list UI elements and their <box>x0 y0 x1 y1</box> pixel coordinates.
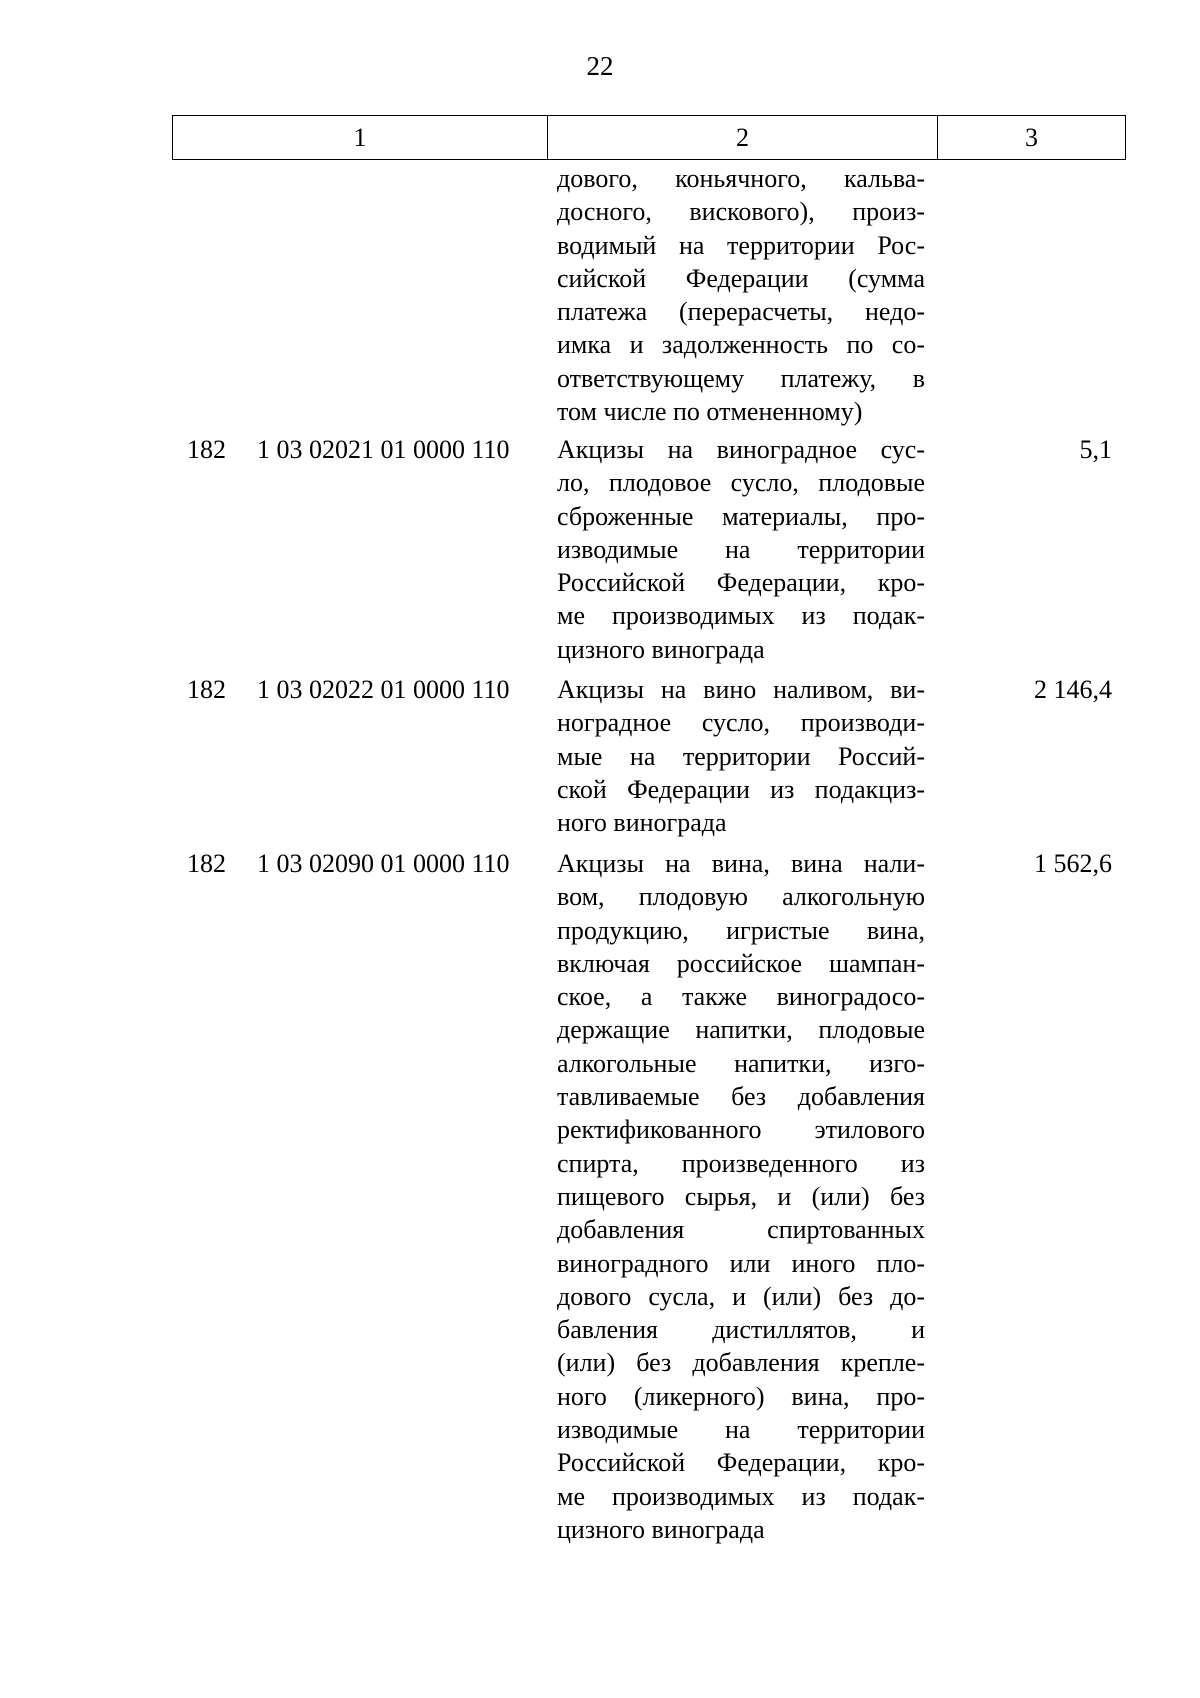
text-line: цизного винограда <box>557 1514 765 1544</box>
text-line: ного винограда <box>557 808 727 838</box>
text-line: ме производимых из подак- <box>557 1481 925 1511</box>
text-line: дового, коньячного, кальва- <box>557 164 925 193</box>
text-line: имка и задолженность по со- <box>557 330 925 360</box>
text-line: ноградное сусло, производи- <box>557 708 925 738</box>
row-description <box>557 673 925 839</box>
text-line: изводимые на территории <box>557 534 925 564</box>
text-line: ного (ликерного) вина, про- <box>557 1381 925 1411</box>
header-col-2: 2 <box>548 116 938 160</box>
admin-code: 182 <box>187 849 226 878</box>
amount-value: 2 146,4 <box>1034 675 1112 704</box>
text-line: сийской Федерации (сумма <box>557 263 925 293</box>
row-description <box>557 433 925 666</box>
text-line: спирта, произведенного из <box>557 1148 925 1178</box>
text-line: бавления дистиллятов, и <box>557 1315 925 1345</box>
text-line: ме производимых из подак- <box>557 601 925 631</box>
text-line: ской Федерации из подакциз- <box>557 774 925 804</box>
text-line: (или) без добавления крепле- <box>557 1348 925 1378</box>
text-line: вом, плодовую алкогольную <box>557 882 925 912</box>
text-line: виноградного или иного пло- <box>557 1248 925 1278</box>
text-line: Акцизы на вино наливом, ви- <box>557 675 925 704</box>
text-line: Акцизы на вина, вина нали- <box>557 849 925 878</box>
amount-value: 1 562,6 <box>1034 849 1112 878</box>
text-line: Российской Федерации, кро- <box>557 1448 925 1478</box>
header-col-1: 1 <box>173 116 548 160</box>
text-line: держащие напитки, плодовые <box>557 1015 925 1045</box>
admin-code: 182 <box>187 435 226 464</box>
text-line: ло, плодовое сусло, плодовые <box>557 468 925 498</box>
text-line: досного, вискового), произ- <box>557 197 925 227</box>
text-line: мые на территории Россий- <box>557 741 925 771</box>
text-line: ответствующему платежу, в <box>557 363 925 393</box>
text-line: пищевого сырья, и (или) без <box>557 1181 925 1211</box>
budget-classification-code: 1 03 02022 01 0000 110 <box>257 675 510 704</box>
text-line: водимый на территории Рос- <box>557 230 925 260</box>
amount-value: 5,1 <box>1079 435 1112 464</box>
budget-classification-code: 1 03 02021 01 0000 110 <box>257 435 510 464</box>
text-line: ское, а также виноградосо- <box>557 982 925 1012</box>
page-number: 22 <box>586 51 614 81</box>
text-line: продукцию, игристые вина, <box>557 915 925 945</box>
text-line: включая российское шампан- <box>557 948 925 978</box>
text-line: цизного винограда <box>557 634 765 664</box>
continuation-text <box>557 162 925 428</box>
text-line: тавливаемые без добавления <box>557 1082 925 1112</box>
text-line: Акцизы на виноградное сус- <box>557 435 925 464</box>
text-line: сброженные материалы, про- <box>557 501 925 531</box>
text-line: Российской Федерации, кро- <box>557 568 925 598</box>
admin-code: 182 <box>187 675 226 704</box>
row-description <box>557 847 925 1546</box>
budget-classification-code: 1 03 02090 01 0000 110 <box>257 849 510 878</box>
continuation-description <box>557 162 925 428</box>
text-line: ректификованного этилового <box>557 1115 925 1145</box>
header-col-3: 3 <box>938 116 1126 160</box>
text-line: алкогольные напитки, изго- <box>557 1048 925 1078</box>
text-line: добавления спиртованных <box>557 1215 925 1245</box>
text-line: дового сусла, и (или) без до- <box>557 1281 925 1311</box>
text-line: изводимые на территории <box>557 1415 925 1445</box>
table-header <box>172 115 1126 160</box>
text-line: платежа (перерасчеты, недо- <box>557 297 925 327</box>
text-line: том числе по отмененному) <box>557 397 863 427</box>
